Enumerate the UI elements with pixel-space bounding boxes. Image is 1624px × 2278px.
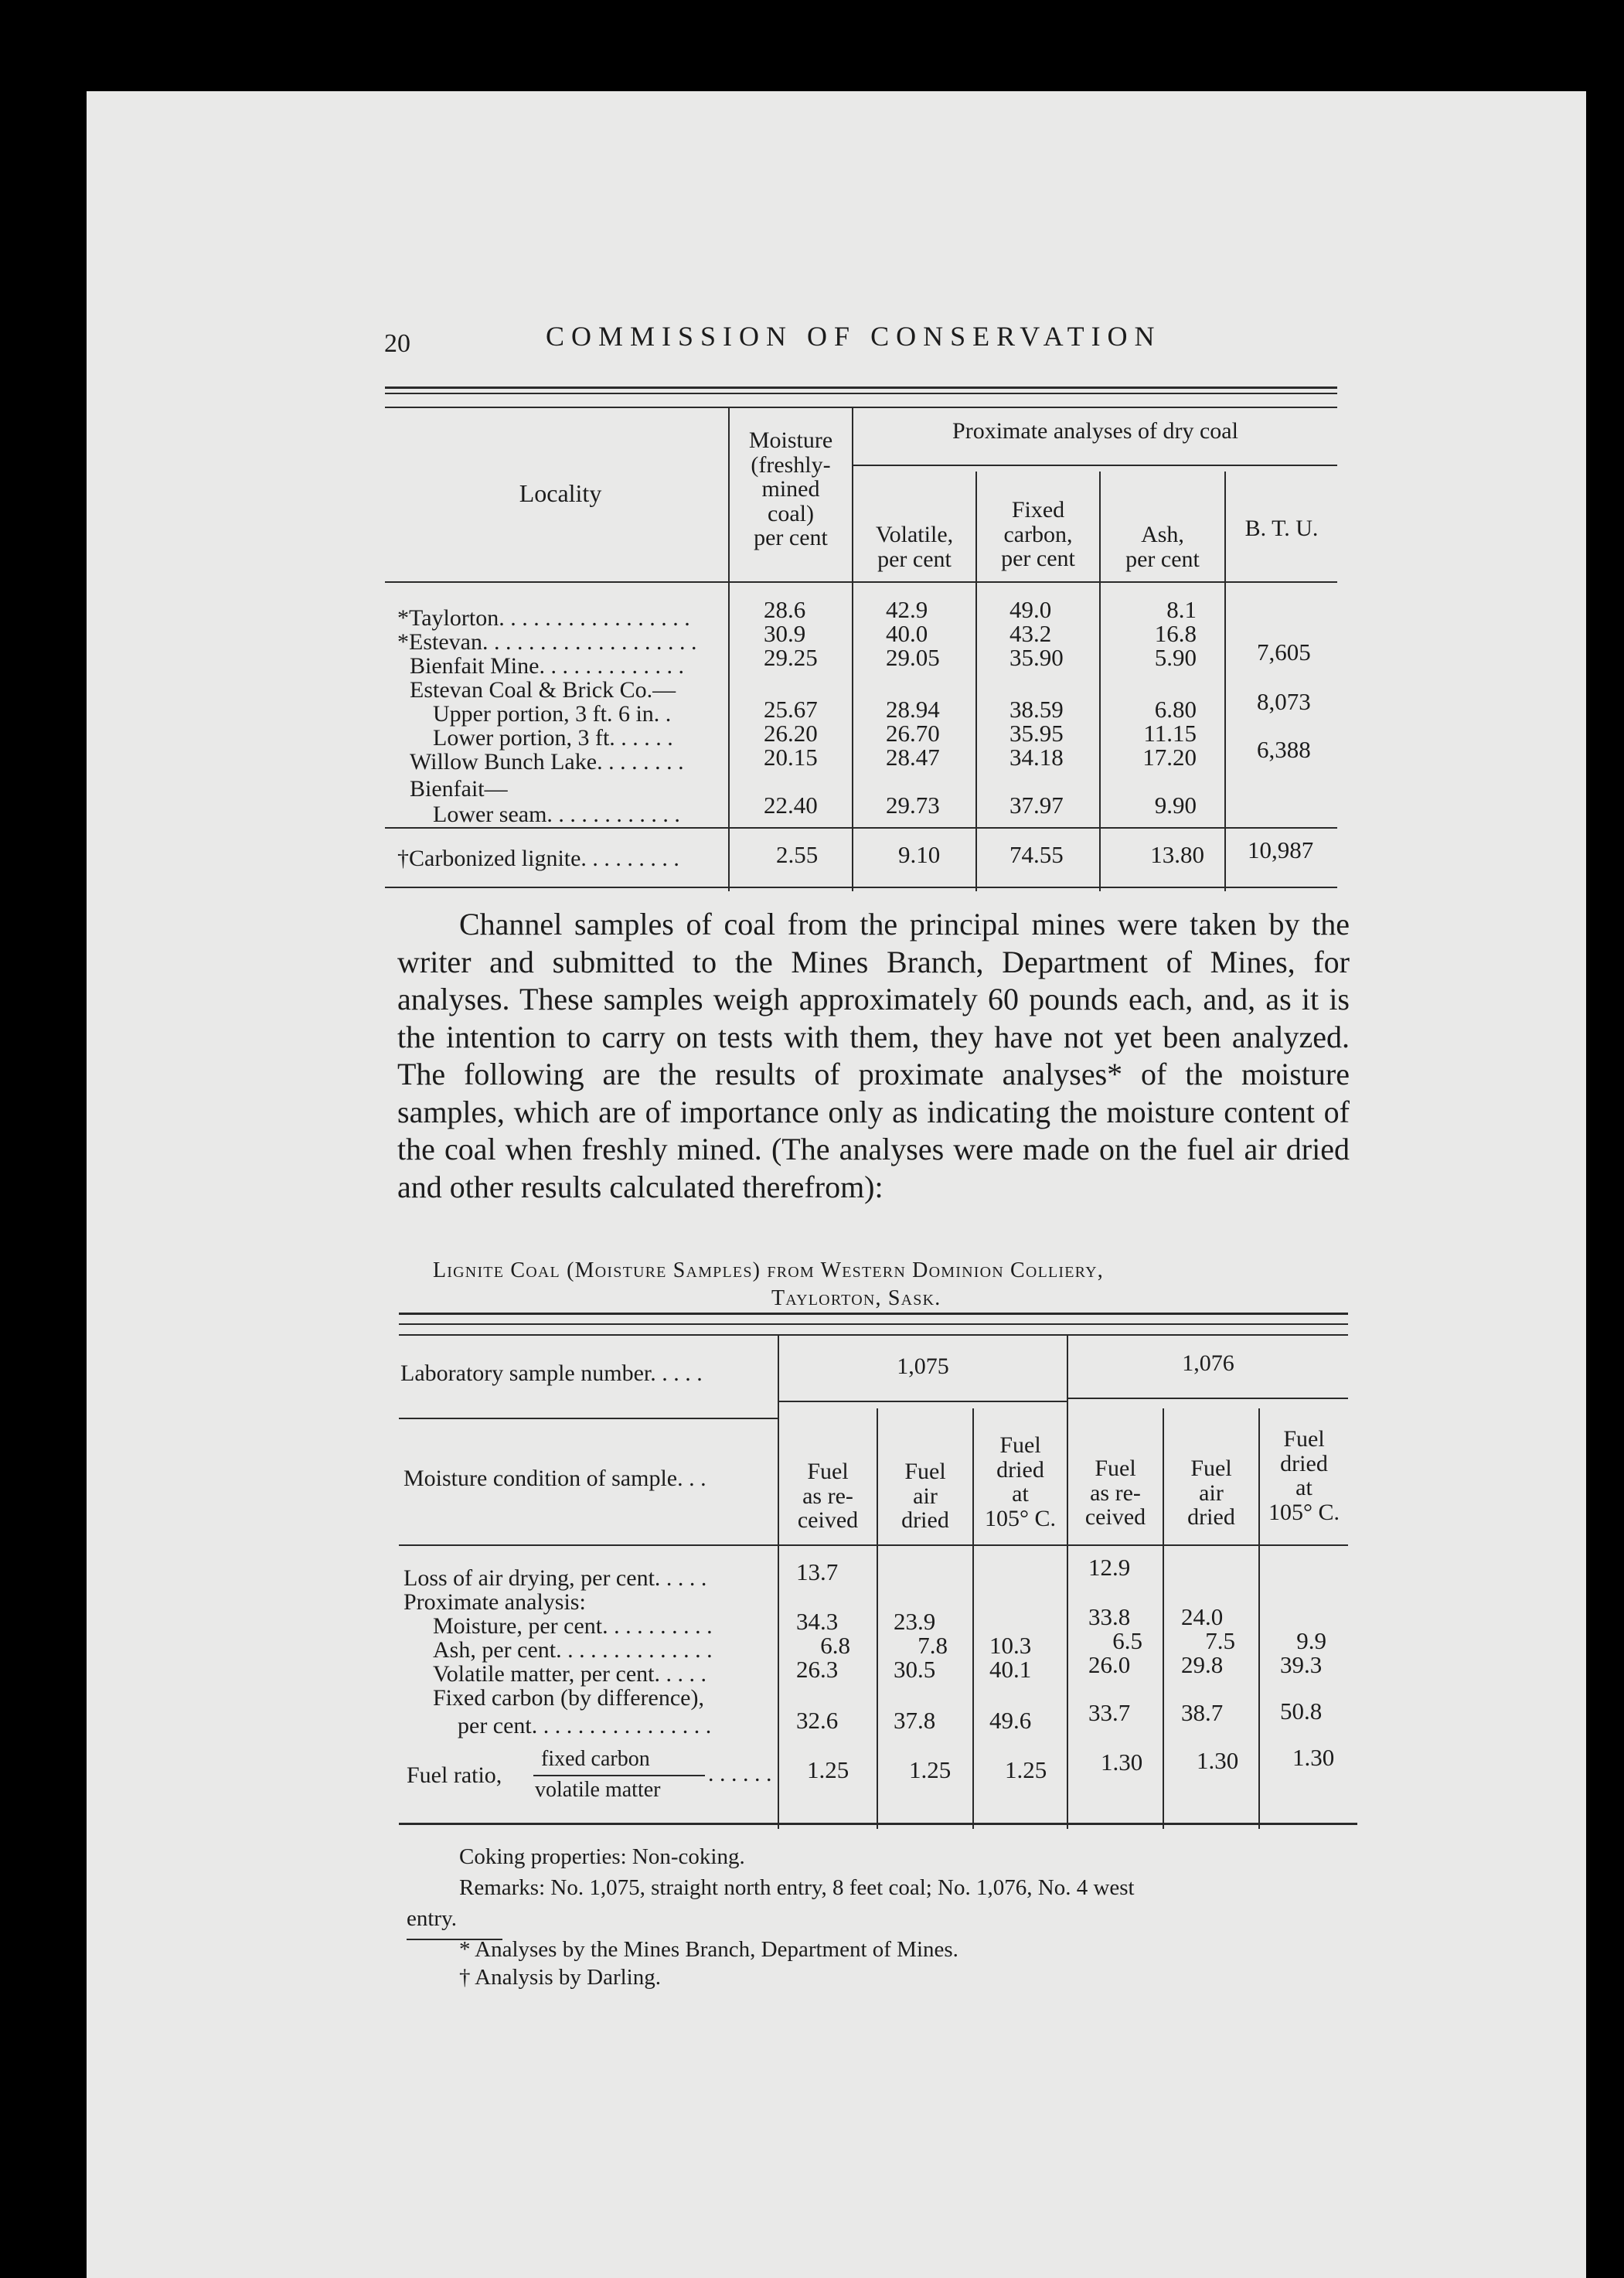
condition-header: Fuel air dried <box>901 1459 949 1533</box>
cell-btu: 10,987 <box>1248 836 1314 863</box>
cell-value: 12.9 <box>1088 1554 1131 1581</box>
fraction-bar <box>533 1775 705 1776</box>
page-number: 20 <box>384 329 410 358</box>
condition-header: Fuel dried at 105° C. <box>984 1432 1056 1531</box>
table-row-label: Moisture, per cent. . . . . . . . . . <box>433 1613 713 1639</box>
cell-fixed-carbon: 43.2 <box>1009 620 1052 647</box>
remarks-continued: entry. <box>407 1906 457 1931</box>
col-locality: Locality <box>519 479 602 507</box>
cell-moisture: 2.55 <box>776 841 819 868</box>
table-row-label: Loss of air drying, per cent. . . . . <box>403 1565 707 1591</box>
table-row-label: *Taylorton. . . . . . . . . . . . . . . . . <box>397 605 690 631</box>
coking-properties: Coking properties: Non-coking. <box>459 1844 745 1869</box>
cell-moisture: 22.40 <box>764 792 818 819</box>
cell-value: 26.0 <box>1088 1651 1131 1678</box>
sample-number-a: 1,075 <box>897 1354 949 1379</box>
cell-volatile: 28.94 <box>886 696 940 723</box>
cell-volatile: 29.73 <box>886 792 940 819</box>
cell-value: 1.25 <box>807 1756 849 1783</box>
table-row-label: Estevan Coal & Brick Co.— <box>410 677 676 703</box>
cell-fixed-carbon: 35.90 <box>1009 644 1064 671</box>
cell-value: 29.8 <box>1181 1651 1224 1678</box>
cell-btu: 7,605 <box>1257 638 1311 666</box>
cell-fixed-carbon: 38.59 <box>1009 696 1064 723</box>
cell-volatile: 9.10 <box>898 841 941 868</box>
cell-ash: 8.1 <box>1166 596 1197 623</box>
cell-value: 7.8 <box>918 1632 948 1659</box>
sample-number-b: 1,076 <box>1182 1350 1234 1376</box>
cell-value: 34.3 <box>796 1608 839 1635</box>
cell-volatile: 42.9 <box>886 596 928 623</box>
body-paragraph: Channel samples of coal from the principal mines were taken by the writer and submitted to the Mines Branch, Department of Mines, for analyses. These samples weigh approximately 60 pounds each, and, as it is the intention to carry on tests with them, they have not yet been analyzed. The following are the results of proximate analyses* of the moisture samples, which are of importance only as indicating the moisture content of the coal when freshly mined. (The analyses were made on the fuel air dried and other results calculated therefrom): <box>397 907 1350 1204</box>
footnote-dagger: † Analysis by Darling. <box>459 1965 661 1990</box>
cell-value: 49.6 <box>989 1707 1032 1734</box>
fuel-ratio-denominator: volatile matter <box>535 1778 661 1802</box>
cell-btu: 8,073 <box>1257 688 1311 715</box>
cell-value: 23.9 <box>894 1608 936 1635</box>
cell-value: 10.3 <box>989 1632 1032 1659</box>
fuel-ratio-label: Fuel ratio, <box>407 1762 502 1788</box>
cell-moisture: 30.9 <box>764 620 806 647</box>
cell-value: 50.8 <box>1280 1697 1323 1725</box>
table-row-label: per cent. . . . . . . . . . . . . . . . <box>458 1713 712 1738</box>
cell-moisture: 26.20 <box>764 720 818 747</box>
table-caption: Lignite Coal (Moisture Samples) from Western Dominion Colliery, <box>433 1258 1104 1282</box>
cell-value: 1.30 <box>1292 1744 1335 1771</box>
cell-fixed-carbon: 34.18 <box>1009 744 1064 771</box>
cell-value: 9.9 <box>1296 1627 1326 1654</box>
cell-moisture: 20.15 <box>764 744 818 771</box>
cell-fixed-carbon: 74.55 <box>1009 841 1064 868</box>
cell-fixed-carbon: 49.0 <box>1009 596 1052 623</box>
remarks: Remarks: No. 1,075, straight north entry, 8 feet coal; No. 1,076, No. 4 west <box>459 1875 1135 1900</box>
cell-ash: 16.8 <box>1154 620 1197 647</box>
table-row-label: Bienfait— <box>410 776 508 802</box>
table-row-label: Bienfait Mine. . . . . . . . . . . . . <box>410 653 684 679</box>
cell-moisture: 25.67 <box>764 696 818 723</box>
cell-value: 33.8 <box>1088 1603 1131 1630</box>
cell-value: 32.6 <box>796 1707 839 1734</box>
table-row-label: Willow Bunch Lake. . . . . . . . <box>410 749 684 775</box>
cell-value: 38.7 <box>1181 1699 1224 1726</box>
col-group-proximate: Proximate analyses of dry coal <box>952 418 1238 444</box>
condition-header: Fuel air dried <box>1187 1456 1235 1530</box>
cell-ash: 13.80 <box>1150 841 1204 868</box>
table-caption-line-2: Taylorton, Sask. <box>771 1286 941 1310</box>
row-label-sample-number: Laboratory sample number. . . . . <box>400 1360 703 1386</box>
condition-header: Fuel dried at 105° C. <box>1268 1426 1340 1525</box>
cell-volatile: 29.05 <box>886 644 940 671</box>
cell-ash: 9.90 <box>1154 792 1197 819</box>
table-row-label: *Estevan. . . . . . . . . . . . . . . . . . . <box>397 629 697 655</box>
col-volatile: Volatile, per cent <box>875 522 954 572</box>
cell-fixed-carbon: 37.97 <box>1009 792 1064 819</box>
cell-volatile: 40.0 <box>886 620 928 647</box>
condition-header: Fuel as re- ceived <box>1084 1456 1146 1530</box>
cell-value: 33.7 <box>1088 1699 1131 1726</box>
cell-fixed-carbon: 35.95 <box>1009 720 1064 747</box>
table-row-label: †Carbonized lignite. . . . . . . . . <box>397 846 679 871</box>
table-row-label: Ash, per cent. . . . . . . . . . . . . . <box>433 1637 713 1663</box>
cell-value: 1.25 <box>909 1756 952 1783</box>
cell-value: 37.8 <box>894 1707 936 1734</box>
cell-value: 6.8 <box>820 1632 850 1659</box>
cell-value: 39.3 <box>1280 1651 1323 1678</box>
cell-value: 30.5 <box>894 1656 936 1683</box>
cell-value: 7.5 <box>1205 1627 1235 1654</box>
cell-value: 1.30 <box>1101 1749 1143 1776</box>
cell-ash: 5.90 <box>1154 644 1197 671</box>
table-row-label: Volatile matter, per cent. . . . . <box>433 1661 706 1687</box>
condition-header: Fuel as re- ceived <box>797 1459 859 1533</box>
table-row-label: Lower portion, 3 ft. . . . . . <box>433 725 673 751</box>
col-fixed-carbon: Fixed carbon, per cent <box>1001 497 1075 571</box>
table-row-label: Upper portion, 3 ft. 6 in. . <box>433 701 672 727</box>
cell-value: 6.5 <box>1112 1627 1142 1654</box>
fuel-ratio-leader: . . . . . . <box>708 1761 772 1786</box>
cell-ash: 6.80 <box>1154 696 1197 723</box>
cell-volatile: 26.70 <box>886 720 940 747</box>
cell-moisture: 28.6 <box>764 596 806 623</box>
cell-ash: 17.20 <box>1142 744 1197 771</box>
cell-volatile: 28.47 <box>886 744 940 771</box>
cell-value: 40.1 <box>989 1656 1032 1683</box>
col-moisture: Moisture (freshly- mined coal) per cent <box>748 427 833 550</box>
cell-value: 1.25 <box>1005 1756 1047 1783</box>
fuel-ratio-numerator: fixed carbon <box>541 1747 650 1771</box>
cell-ash: 11.15 <box>1143 720 1197 747</box>
cell-value: 26.3 <box>796 1656 839 1683</box>
table-row-label: Proximate analysis: <box>403 1589 586 1615</box>
cell-value: 24.0 <box>1181 1603 1224 1630</box>
row-label-moisture-condition: Moisture condition of sample. . . <box>403 1466 706 1491</box>
table-row-label: Fixed carbon (by difference), <box>433 1685 704 1711</box>
footnote-star: * Analyses by the Mines Branch, Department of Mines. <box>459 1937 958 1962</box>
col-btu: B. T. U. <box>1244 516 1319 541</box>
col-ash: Ash, per cent <box>1125 522 1200 572</box>
cell-moisture: 29.25 <box>764 644 818 671</box>
cell-value: 1.30 <box>1197 1747 1239 1774</box>
running-title: COMMISSION OF CONSERVATION <box>546 321 1162 352</box>
table-row-label: Lower seam. . . . . . . . . . . . <box>433 802 680 827</box>
cell-value: 13.7 <box>796 1558 839 1585</box>
cell-btu: 6,388 <box>1257 736 1311 763</box>
